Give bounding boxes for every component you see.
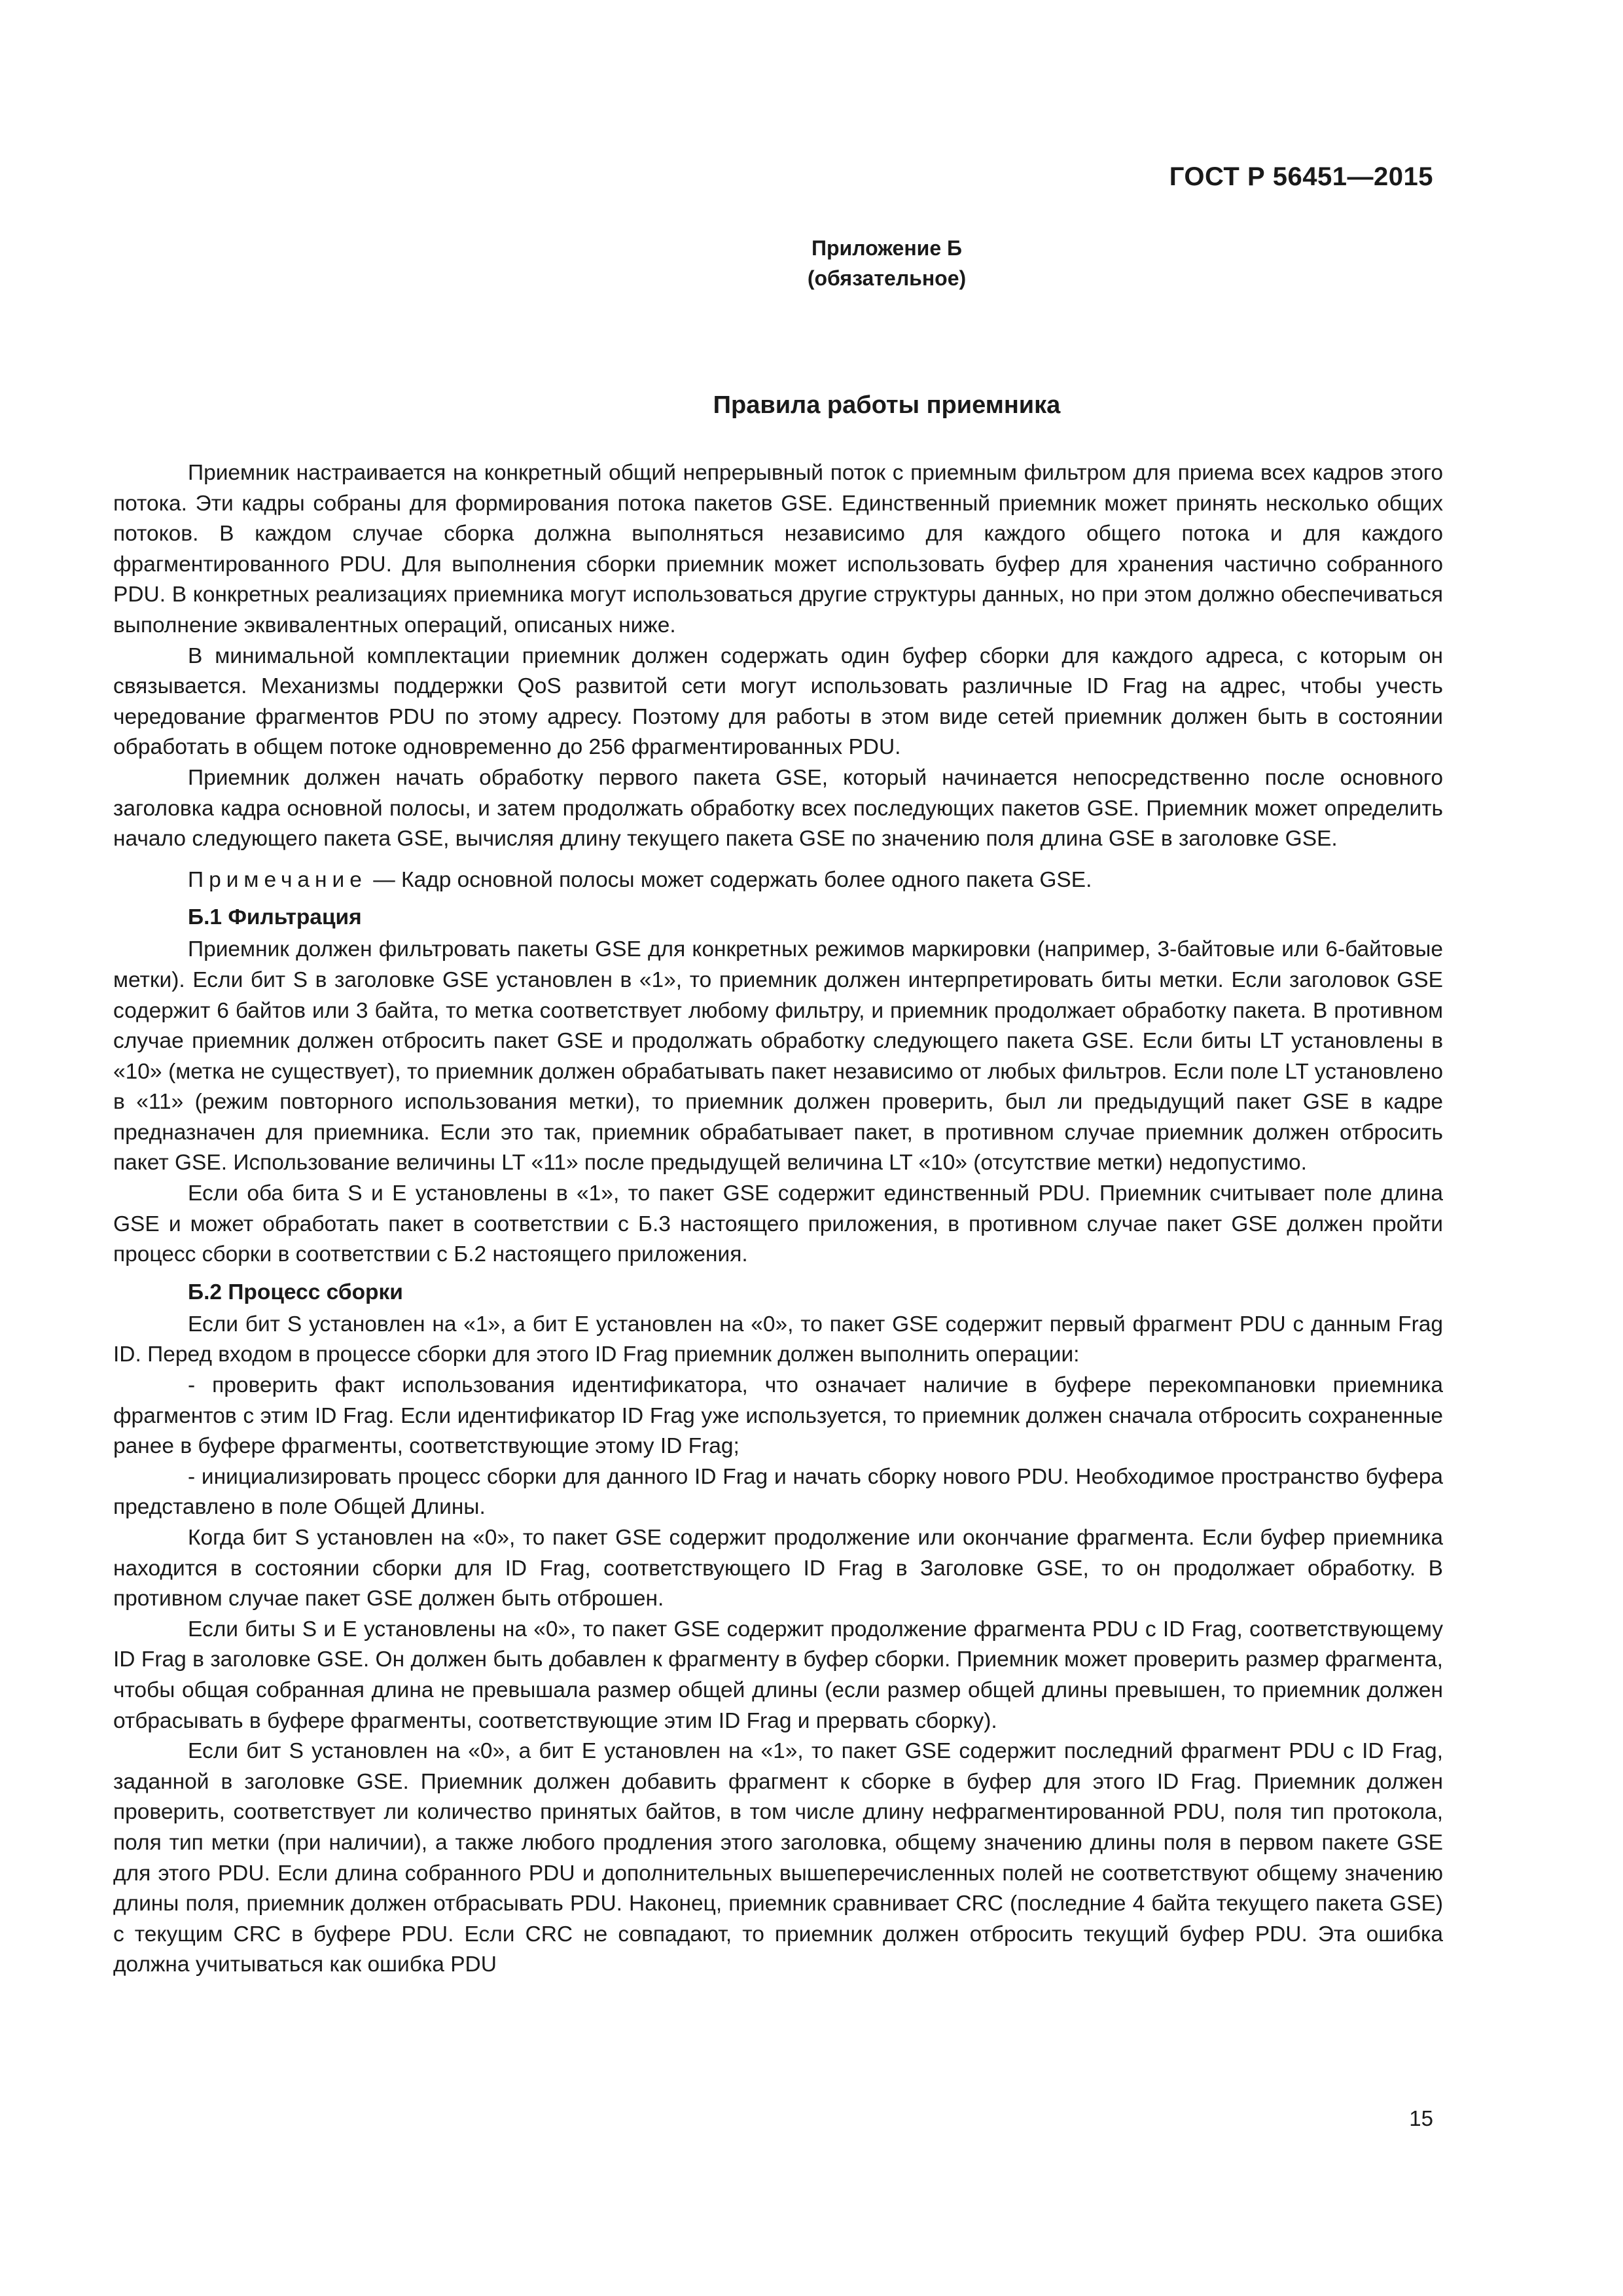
appendix-title: Приложение Б — [812, 236, 962, 260]
paragraph: Если бит S установлен на «1», а бит E установлен на «0», то пакет GSE содержит первый фрагмент PDU с данным Frag ID. Перед входом в процессе сборки для этого ID Frag приемник должен выполнить операции: — [113, 1312, 1443, 1367]
page-number: 15 — [1409, 2106, 1433, 2130]
section-title: Правила работы приемника — [713, 391, 1061, 419]
list-item: - инициализировать процесс сборки для данного ID Frag и начать сборку нового PDU. Необходимое пространство буфера представлено в поле Общей Длины. — [113, 1464, 1443, 1520]
section-b2-heading: Б.2 Процесс сборки — [188, 1280, 403, 1304]
paragraph: Если оба бита S и E установлены в «1», то пакет GSE содержит единственный PDU. Приемник считывает поле длина GSE и может обработать пакет в соответствии с Б.3 настоящего приложения, в противном случае пакет GSE должен пройти процесс сборки в соответствии с Б.2 настоящего приложения. — [113, 1181, 1443, 1267]
appendix-heading — [0, 233, 1623, 293]
paragraph: Когда бит S установлен на «0», то пакет GSE содержит продолжение или окончание фрагмента. Если буфер приемника находится в состоянии сборки для ID Frag, соответствующего ID Frag в Заголовке GSE, то он продолжает обработку. В противном случае пакет GSE должен быть отброшен. — [113, 1526, 1443, 1611]
section-b1-heading: Б.1 Фильтрация — [188, 905, 362, 930]
paragraph: Приемник должен начать обработку первого пакета GSE, который начинается непосредственно после основного заголовка кадра основной полосы, и затем продолжать обработку всех последующих пакетов GSE. Приемник может определить начало следующего пакета GSE, вычисляя длину текущего пакета GSE по значению поля длина GSE в заголовке GSE. — [113, 765, 1443, 852]
note-text: — Кадр основной полосы может содержать более одного пакета GSE. — [366, 867, 1092, 892]
paragraph: Если бит S установлен на «0», а бит E установлен на «1», то пакет GSE содержит последний фрагмент PDU с ID Frag, заданной в заголовке GSE. Приемник должен добавить фрагмент к сборке в буфер для этого ID Frag. Приемник должен проверить, соответствует ли количество принятых байтов, в том числе длину нефрагментированной PDU, поля тип протокола, поля тип метки (при наличии), а также любого продления этого заголовка, общему значению длины поля в первом пакете GSE для этого PDU. Если длина собранного PDU и дополнительных вышеперечисленных полей не соответствуют общему значению длины поля, приемник должен отбрасывать PDU. Наконец, приемник сравнивает CRC (последние 4 байта текущего пакета GSE) с текущим CRC в буфере PDU. Если CRC не совпадают, то приемник должен отбросить текущий буфер PDU. Эта ошибка должна учитываться как ошибка PDU — [113, 1739, 1443, 1977]
note-label: Примечание — [188, 867, 367, 892]
paragraph: В минимальной комплектации приемник должен содержать один буфер сборки для каждого адреса, с которым он связывается. Механизмы поддержки QoS развитой сети могут использовать различные ID Frag на адрес, чтобы учесть чередование фрагментов PDU по этому адресу. Поэтому для работы в этом виде сетей приемник должен быть в состоянии обработать в общем потоке одновременно до 256 фрагментированных PDU. — [113, 643, 1443, 760]
standard-number: ГОСТ Р 56451—2015 — [1169, 162, 1433, 191]
note — [113, 865, 1443, 896]
paragraph: Если биты S и E установлены на «0», то пакет GSE содержит продолжение фрагмента PDU с ID Frag, соответствующему ID Frag в заголовке GSE. Он должен быть добавлен к фрагменту в буфер сборки. Приемник может проверить размер фрагмента, чтобы общая собранная длина не превышала размер общей длины (если размер общей длины превышен, то приемник должен отбрасывать в буфере фрагменты, соответствующие этим ID Frag и прервать сборку). — [113, 1617, 1443, 1733]
section-title-block — [0, 391, 1623, 420]
paragraph: Приемник должен фильтровать пакеты GSE для конкретных режимов маркировки (например, 3-байтовые или 6-байтовые метки). Если бит S в заголовке GSE установлен в «1», то приемник должен интерпретировать биты метки. Если заголовок GSE содержит 6 байтов или 3 байта, то метка соответствует любому фильтру, и приемник продолжает обработку пакета. В противном случае приемник должен отбросить пакет GSE и продолжать обработку следующего пакета GSE. Если биты LT установлены в «10» (метка не существует), то приемник должен обрабатывать пакет независимо от любых фильтров. Если поле LT установлено в «11» (режим повторного использования метки), то приемник должен проверить, был ли предыдущий пакет GSE в кадре предназначен для приемника. Если это так, приемник обрабатывает пакет, в противном случае приемник должен отбросить пакет GSE. Использование величины LT «11» после предыдущей величина LT «10» (отсутствие метки) недопустимо. — [113, 937, 1443, 1175]
paragraph: Приемник настраивается на конкретный общий непрерывный поток с приемным фильтром для приема всех кадров этого потока. Эти кадры собраны для формирования потока пакетов GSE. Единственный приемник может принять несколько общих потоков. В каждом случае сборка должна выполняться независимо для каждого общего потока и для каждого фрагментированного PDU. Для выполнения сборки приемник может использовать буфер для хранения частично собранного PDU. В конкретных реализациях приемника могут использоваться другие структуры данных, но при этом должно обеспечиваться выполнение эквивалентных операций, описаных ниже. — [113, 461, 1443, 637]
body-text — [113, 458, 1443, 1981]
list-item: - проверить факт использования идентификатора, что означает наличие в буфере перекомпановки приемника фрагментов с этим ID Frag. Если идентификатор ID Frag уже используется, то приемник должен сначала отбросить сохраненные ранее в буфере фрагменты, соответствующие этому ID Frag; — [113, 1373, 1443, 1459]
appendix-status: (обязательное) — [807, 266, 967, 290]
